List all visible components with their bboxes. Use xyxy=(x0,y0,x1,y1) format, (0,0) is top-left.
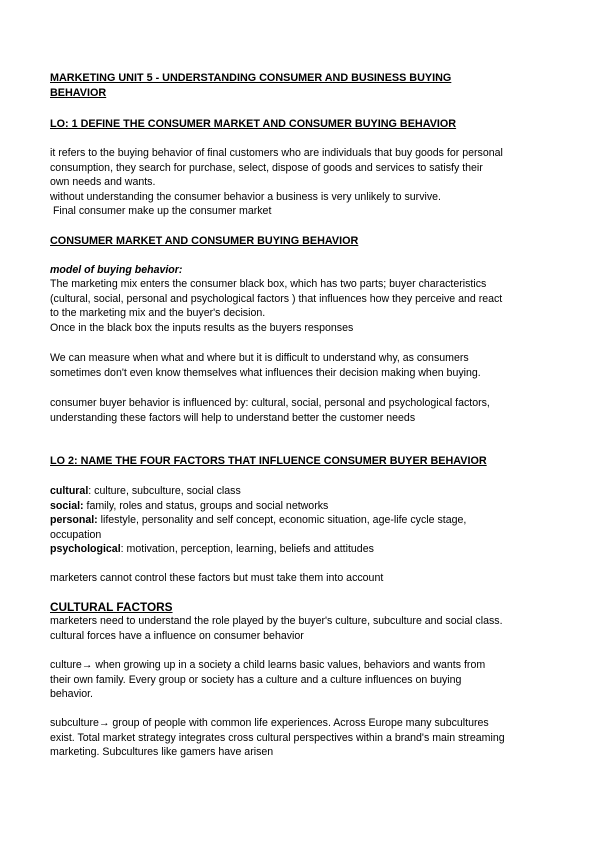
text-line: understanding these factors will help to understand better the customer needs xyxy=(50,411,416,424)
factor-term: personal: xyxy=(50,514,98,527)
subculture-paragraph xyxy=(50,716,555,760)
text-line: cultural forces have a influence on consumer behavior xyxy=(50,629,304,642)
text-line: consumption, they search for purchase, select, dispose of goods and services to satisfy their xyxy=(50,161,483,174)
text-line: behavior. xyxy=(50,688,93,701)
factor-item xyxy=(50,499,555,514)
text-line: it refers to the buying behavior of final customers who are individuals that buy goods for personal xyxy=(50,147,503,159)
factor-text: family, roles and status, groups and social networks xyxy=(83,499,329,512)
factors-list xyxy=(50,484,555,557)
text-line: own needs and wants. xyxy=(50,176,156,189)
text-line: culture→ when growing up in a society a child learns basic values, behaviors and wants from xyxy=(50,659,486,671)
lo1-heading: LO: 1 DEFINE THE CONSUMER MARKET AND CONSUMER BUYING BEHAVIOR xyxy=(50,118,457,130)
text-line: consumer buyer behavior is influenced by: cultural, social, personal and psychological factors, xyxy=(50,397,490,409)
factor-text: lifestyle, personality and self concept, economic situation, age-life cycle stage, xyxy=(97,514,467,527)
factor-item xyxy=(50,528,555,543)
text-line: sometimes don't even know themselves what influences their decision making when buying. xyxy=(50,366,481,379)
title-line: MARKETING UNIT 5 - UNDERSTANDING CONSUMER AND BUSINESS BUYING xyxy=(50,72,452,84)
factor-item xyxy=(50,542,555,557)
factors-note: marketers cannot control these factors but must take them into account xyxy=(50,572,384,584)
text-line: Final consumer make up the consumer market xyxy=(50,205,272,218)
lo1-paragraph xyxy=(50,146,555,219)
factor-term: psychological xyxy=(50,543,121,556)
factor-item xyxy=(50,513,555,528)
text-line: without understanding the consumer behavior a business is very unlikely to survive. xyxy=(50,190,441,203)
factor-term: cultural xyxy=(50,485,89,497)
title-line: BEHAVIOR xyxy=(50,86,107,99)
buying-behavior-paragraph xyxy=(50,277,555,335)
text-line: marketing. Subcultures like gamers have arisen xyxy=(50,746,274,759)
culture-paragraph xyxy=(50,658,555,702)
text-line: We can measure when what and where but it is difficult to understand why, as consumers xyxy=(50,352,469,364)
text-line: their own family. Every group or society has a culture and a culture influences on buying xyxy=(50,673,462,686)
text-line: to the marketing mix and the buyer's decision. xyxy=(50,307,266,320)
buying-behavior-subheading: model of buying behavior: xyxy=(50,264,183,276)
measurement-paragraph xyxy=(50,351,555,380)
text-line: (cultural, social, personal and psychological factors ) that influences how they perceive and react xyxy=(50,292,503,305)
text-line: Once in the black box the inputs results as the buyers responses xyxy=(50,321,354,334)
text-line: subculture→ group of people with common life experiences. Across Europe many subcultures xyxy=(50,717,489,729)
text-line: The marketing mix enters the consumer black box, which has two parts; buyer characteristics xyxy=(50,278,487,290)
factor-text: : culture, subculture, social class xyxy=(88,485,241,497)
document-title xyxy=(50,71,555,100)
text-line: exist. Total market strategy integrates cross cultural perspectives within a brand's main streaming xyxy=(50,731,505,744)
factor-text: occupation xyxy=(50,528,102,541)
lo2-heading: LO 2: NAME THE FOUR FACTORS THAT INFLUENCE CONSUMER BUYER BEHAVIOR xyxy=(50,455,487,467)
influence-paragraph xyxy=(50,396,555,425)
consumer-market-heading: CONSUMER MARKET AND CONSUMER BUYING BEHAVIOR xyxy=(50,235,359,247)
factor-text: : motivation, perception, learning, beliefs and attitudes xyxy=(120,543,374,556)
factor-term: social: xyxy=(50,499,84,512)
cultural-factors-heading: CULTURAL FACTORS xyxy=(50,600,173,614)
cultural-factors-paragraph xyxy=(50,614,555,643)
text-line: marketers need to understand the role played by the buyer's culture, subculture and social class. xyxy=(50,615,503,627)
factor-item xyxy=(50,484,555,499)
